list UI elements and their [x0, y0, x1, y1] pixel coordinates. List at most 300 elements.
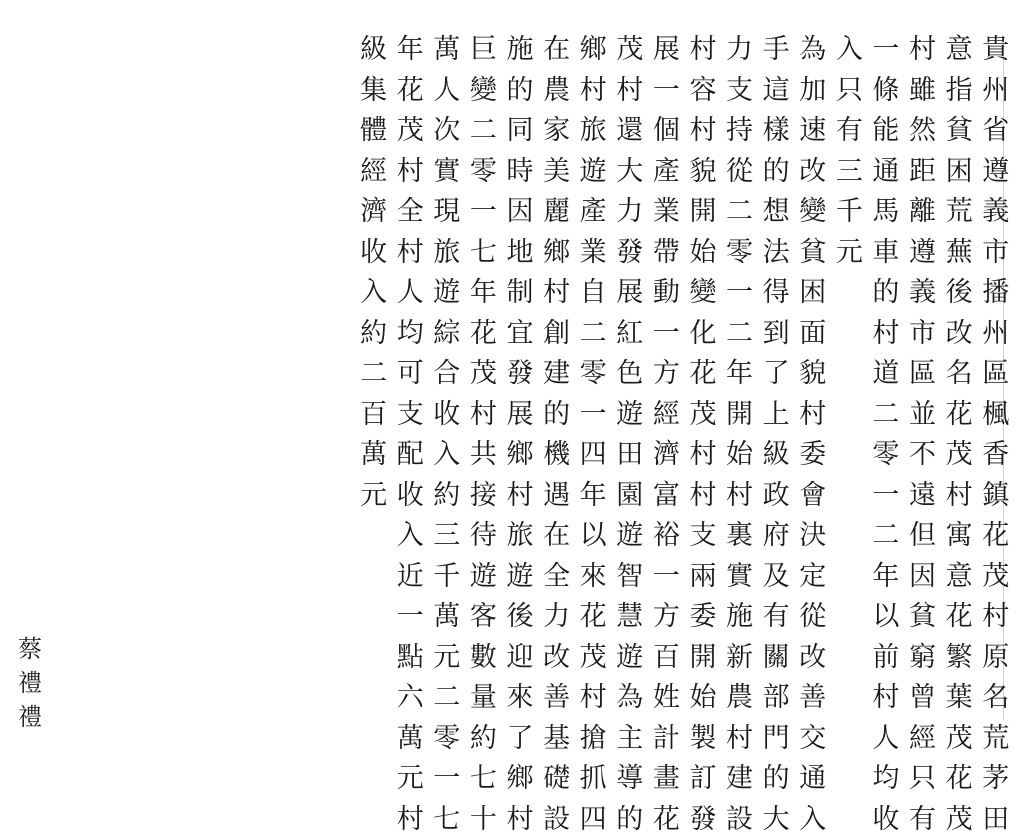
character: 設	[722, 800, 758, 840]
character: 集	[356, 71, 392, 112]
character: 改	[539, 638, 575, 679]
text-column	[831, 30, 868, 840]
character: 動	[648, 273, 684, 314]
character: 一	[648, 557, 684, 598]
character: 濟	[356, 192, 392, 233]
character: 義	[978, 192, 1014, 233]
character: 意	[941, 557, 977, 598]
character: 楓	[978, 395, 1014, 436]
character: 點	[392, 638, 428, 679]
character: 決	[795, 516, 831, 557]
character: 花	[978, 516, 1014, 557]
character: 富	[648, 476, 684, 517]
character: 遊	[465, 557, 501, 598]
character: 零	[868, 435, 904, 476]
character: 機	[539, 435, 575, 476]
character: 新	[722, 638, 758, 679]
character: 方	[648, 597, 684, 638]
character: 發	[612, 233, 648, 274]
character: 人	[392, 273, 428, 314]
character: 省	[978, 111, 1014, 152]
character: 變	[685, 273, 721, 314]
character: 綜	[429, 314, 465, 355]
character: 抓	[575, 759, 611, 800]
character: 義	[905, 273, 941, 314]
character: 全	[392, 192, 428, 233]
character: 業	[575, 233, 611, 274]
character: 花	[941, 395, 977, 436]
character: 有	[758, 597, 794, 638]
character: 原	[978, 638, 1014, 679]
character: 繁	[941, 638, 977, 679]
character: 茂	[612, 30, 648, 71]
character: 宜	[502, 314, 538, 355]
character: 後	[941, 273, 977, 314]
character: 畫	[648, 759, 684, 800]
character: 在	[539, 516, 575, 557]
character: 二	[868, 516, 904, 557]
character: 支	[685, 516, 721, 557]
character: 府	[758, 516, 794, 557]
character: 花	[941, 597, 977, 638]
character: 村	[502, 476, 538, 517]
character: 始	[685, 233, 721, 274]
character: 制	[502, 273, 538, 314]
character: 部	[758, 678, 794, 719]
character: 麗	[539, 192, 575, 233]
character: 茂	[941, 435, 977, 476]
character: 礎	[539, 759, 575, 800]
text-column	[685, 30, 722, 840]
character: 待	[465, 516, 501, 557]
text-column	[868, 30, 905, 840]
character: 地	[502, 233, 538, 274]
character: 產	[575, 192, 611, 233]
character: 二	[722, 314, 758, 355]
character: 遊	[612, 395, 648, 436]
character: 村	[685, 30, 721, 71]
character: 得	[758, 273, 794, 314]
text-column	[502, 30, 539, 840]
character: 為	[612, 678, 648, 719]
character: 因	[905, 557, 941, 598]
character: 二	[868, 395, 904, 436]
character: 級	[356, 30, 392, 71]
character: 樣	[758, 111, 794, 152]
character: 為	[795, 30, 831, 71]
character: 化	[685, 314, 721, 355]
character: 入	[795, 800, 831, 840]
character: 客	[465, 597, 501, 638]
character: 鎮	[978, 476, 1014, 517]
character: 訂	[685, 759, 721, 800]
character: 村	[722, 476, 758, 517]
character: 然	[905, 111, 941, 152]
character: 計	[648, 719, 684, 760]
character: 力	[612, 192, 648, 233]
character: 花	[685, 354, 721, 395]
character: 展	[502, 395, 538, 436]
character: 年	[868, 557, 904, 598]
character: 花	[465, 314, 501, 355]
character: 次	[429, 111, 465, 152]
character: 展	[648, 30, 684, 71]
character: 貌	[795, 354, 831, 395]
character: 量	[465, 678, 501, 719]
character: 離	[905, 192, 941, 233]
character: 元	[356, 476, 392, 517]
character: 改	[941, 314, 977, 355]
character: 入	[429, 435, 465, 476]
character: 濟	[648, 435, 684, 476]
character: 合	[429, 354, 465, 395]
character: 鄉	[539, 233, 575, 274]
character: 經	[648, 395, 684, 436]
character: 百	[356, 395, 392, 436]
character: 村	[685, 111, 721, 152]
character: 約	[465, 719, 501, 760]
character: 後	[502, 597, 538, 638]
character: 法	[758, 233, 794, 274]
character: 色	[612, 354, 648, 395]
text-column	[355, 30, 392, 840]
character: 一	[429, 759, 465, 800]
character: 這	[758, 71, 794, 112]
character: 交	[795, 719, 831, 760]
character: 困	[795, 273, 831, 314]
character: 了	[758, 354, 794, 395]
character: 配	[392, 435, 428, 476]
character: 設	[539, 800, 575, 840]
character: 還	[612, 111, 648, 152]
text-column	[721, 30, 758, 840]
character: 大	[758, 800, 794, 840]
character: 只	[905, 759, 941, 800]
character: 雖	[905, 71, 941, 112]
character: 茂	[978, 557, 1014, 598]
character: 萬	[429, 597, 465, 638]
character: 創	[539, 314, 575, 355]
character: 以	[575, 516, 611, 557]
character: 二	[356, 354, 392, 395]
character: 村	[575, 71, 611, 112]
character: 二	[575, 314, 611, 355]
character: 委	[685, 597, 721, 638]
character: 七	[429, 800, 465, 840]
character: 旅	[575, 111, 611, 152]
character: 速	[795, 111, 831, 152]
text-column	[392, 30, 429, 840]
character: 村	[905, 30, 941, 71]
character: 導	[612, 759, 648, 800]
character: 家	[539, 111, 575, 152]
signature-character: 禮	[12, 666, 48, 700]
character: 意	[941, 30, 977, 71]
character: 困	[941, 152, 977, 193]
character: 播	[978, 273, 1014, 314]
character: 鄉	[575, 30, 611, 71]
character: 鄉	[502, 759, 538, 800]
character: 到	[758, 314, 794, 355]
character: 近	[392, 557, 428, 598]
character: 道	[868, 354, 904, 395]
character: 市	[978, 233, 1014, 274]
character: 市	[905, 314, 941, 355]
character: 基	[539, 719, 575, 760]
character: 茂	[685, 395, 721, 436]
character: 遠	[905, 476, 941, 517]
character: 花	[648, 800, 684, 840]
character: 香	[978, 435, 1014, 476]
character: 搶	[575, 719, 611, 760]
character: 實	[429, 152, 465, 193]
character: 善	[539, 678, 575, 719]
character: 區	[905, 354, 941, 395]
character: 帶	[648, 233, 684, 274]
character: 在	[539, 30, 575, 71]
character: 共	[465, 435, 501, 476]
character: 村	[685, 435, 721, 476]
character: 力	[539, 597, 575, 638]
character: 窮	[905, 638, 941, 679]
signature	[12, 632, 48, 734]
character: 萬	[356, 435, 392, 476]
character: 建	[539, 354, 575, 395]
character: 茂	[465, 354, 501, 395]
character: 田	[612, 435, 648, 476]
character: 的	[539, 395, 575, 436]
character: 年	[722, 354, 758, 395]
character: 曾	[905, 678, 941, 719]
character: 開	[722, 395, 758, 436]
character: 容	[685, 71, 721, 112]
character: 年	[465, 273, 501, 314]
character: 遵	[905, 233, 941, 274]
character: 遊	[612, 516, 648, 557]
character: 的	[612, 800, 648, 840]
character: 施	[722, 597, 758, 638]
character: 村	[612, 71, 648, 112]
character: 慧	[612, 597, 648, 638]
character: 委	[795, 435, 831, 476]
character: 力	[722, 30, 758, 71]
character: 開	[685, 192, 721, 233]
character: 村	[465, 395, 501, 436]
character: 村	[392, 800, 428, 840]
character: 遊	[575, 152, 611, 193]
character: 以	[868, 597, 904, 638]
text-column	[941, 30, 978, 840]
character: 個	[648, 111, 684, 152]
character: 通	[795, 759, 831, 800]
character: 四	[575, 800, 611, 840]
character: 零	[722, 233, 758, 274]
character: 花	[392, 71, 428, 112]
character: 二	[722, 192, 758, 233]
character: 茂	[941, 719, 977, 760]
character: 發	[685, 800, 721, 840]
character: 均	[392, 314, 428, 355]
character: 茂	[941, 800, 977, 840]
character: 大	[612, 152, 648, 193]
character: 了	[502, 719, 538, 760]
signature-character: 蔡	[12, 632, 48, 666]
character: 約	[429, 476, 465, 517]
character: 二	[465, 111, 501, 152]
character: 七	[465, 759, 501, 800]
character: 姓	[648, 678, 684, 719]
character: 有	[831, 111, 867, 152]
text-column	[575, 30, 612, 840]
text-column	[904, 30, 941, 840]
character: 遊	[502, 557, 538, 598]
character: 農	[539, 71, 575, 112]
character: 村	[978, 597, 1014, 638]
text-column	[794, 30, 831, 840]
character: 的	[758, 759, 794, 800]
character: 建	[722, 759, 758, 800]
character: 荒	[941, 192, 977, 233]
character: 經	[356, 152, 392, 193]
character: 零	[429, 719, 465, 760]
character: 名	[941, 354, 977, 395]
text-column	[429, 30, 466, 840]
character: 改	[795, 638, 831, 679]
calligraphy-text-block	[355, 30, 1014, 840]
character: 實	[722, 557, 758, 598]
character: 六	[392, 678, 428, 719]
character: 遊	[429, 273, 465, 314]
character: 政	[758, 476, 794, 517]
character: 貌	[685, 152, 721, 193]
character: 村	[685, 476, 721, 517]
character: 元	[392, 759, 428, 800]
character: 蕪	[941, 233, 977, 274]
character: 荒	[978, 719, 1014, 760]
character: 主	[612, 719, 648, 760]
character: 展	[612, 273, 648, 314]
character: 貧	[795, 233, 831, 274]
character: 遇	[539, 476, 575, 517]
character: 入	[831, 30, 867, 71]
character: 可	[392, 354, 428, 395]
character: 級	[758, 435, 794, 476]
character: 會	[795, 476, 831, 517]
character: 三	[429, 516, 465, 557]
character: 貧	[941, 111, 977, 152]
character: 紅	[612, 314, 648, 355]
character: 時	[502, 152, 538, 193]
character: 從	[722, 152, 758, 193]
character: 二	[429, 678, 465, 719]
character: 方	[648, 354, 684, 395]
character: 元	[429, 638, 465, 679]
character: 村	[941, 476, 977, 517]
character: 旅	[429, 233, 465, 274]
character: 距	[905, 152, 941, 193]
character: 人	[868, 719, 904, 760]
character: 遵	[978, 152, 1014, 193]
character: 州	[978, 71, 1014, 112]
character: 一	[648, 314, 684, 355]
character: 旅	[502, 516, 538, 557]
character: 美	[539, 152, 575, 193]
character: 面	[795, 314, 831, 355]
character: 數	[465, 638, 501, 679]
text-column	[977, 30, 1014, 840]
character: 關	[758, 638, 794, 679]
character: 同	[502, 111, 538, 152]
character: 茂	[575, 638, 611, 679]
character: 千	[831, 192, 867, 233]
character: 支	[392, 395, 428, 436]
character: 田	[978, 800, 1014, 840]
character: 貴	[978, 30, 1014, 71]
character: 園	[612, 476, 648, 517]
character: 全	[539, 557, 575, 598]
character: 區	[978, 354, 1014, 395]
character: 變	[795, 192, 831, 233]
character: 萬	[392, 719, 428, 760]
character: 萬	[429, 30, 465, 71]
character: 始	[722, 435, 758, 476]
character: 裏	[722, 516, 758, 557]
character: 收	[429, 395, 465, 436]
character: 村	[868, 678, 904, 719]
character: 開	[685, 638, 721, 679]
character: 迎	[502, 638, 538, 679]
character: 百	[648, 638, 684, 679]
text-column	[758, 30, 795, 840]
character: 條	[868, 71, 904, 112]
text-column	[538, 30, 575, 840]
character: 發	[502, 354, 538, 395]
character: 葉	[941, 678, 977, 719]
character: 村	[502, 800, 538, 840]
character: 的	[758, 152, 794, 193]
character: 裕	[648, 516, 684, 557]
signature-character: 禮	[12, 700, 48, 734]
character: 來	[575, 557, 611, 598]
character: 但	[905, 516, 941, 557]
character: 茅	[978, 759, 1014, 800]
character: 變	[465, 71, 501, 112]
character: 貧	[905, 597, 941, 638]
character: 一	[392, 597, 428, 638]
character: 茂	[392, 111, 428, 152]
character: 遊	[612, 638, 648, 679]
character: 一	[868, 476, 904, 517]
character: 有	[905, 800, 941, 840]
character: 入	[392, 516, 428, 557]
character: 的	[502, 71, 538, 112]
character: 施	[502, 30, 538, 71]
character: 年	[575, 476, 611, 517]
character: 一	[575, 395, 611, 436]
character: 州	[978, 314, 1014, 355]
character: 及	[758, 557, 794, 598]
character: 的	[868, 273, 904, 314]
character: 想	[758, 192, 794, 233]
character: 產	[648, 152, 684, 193]
character: 村	[722, 719, 758, 760]
character: 七	[465, 233, 501, 274]
character: 製	[685, 719, 721, 760]
character: 農	[722, 678, 758, 719]
character: 因	[502, 192, 538, 233]
character: 巨	[465, 30, 501, 71]
text-column	[465, 30, 502, 840]
